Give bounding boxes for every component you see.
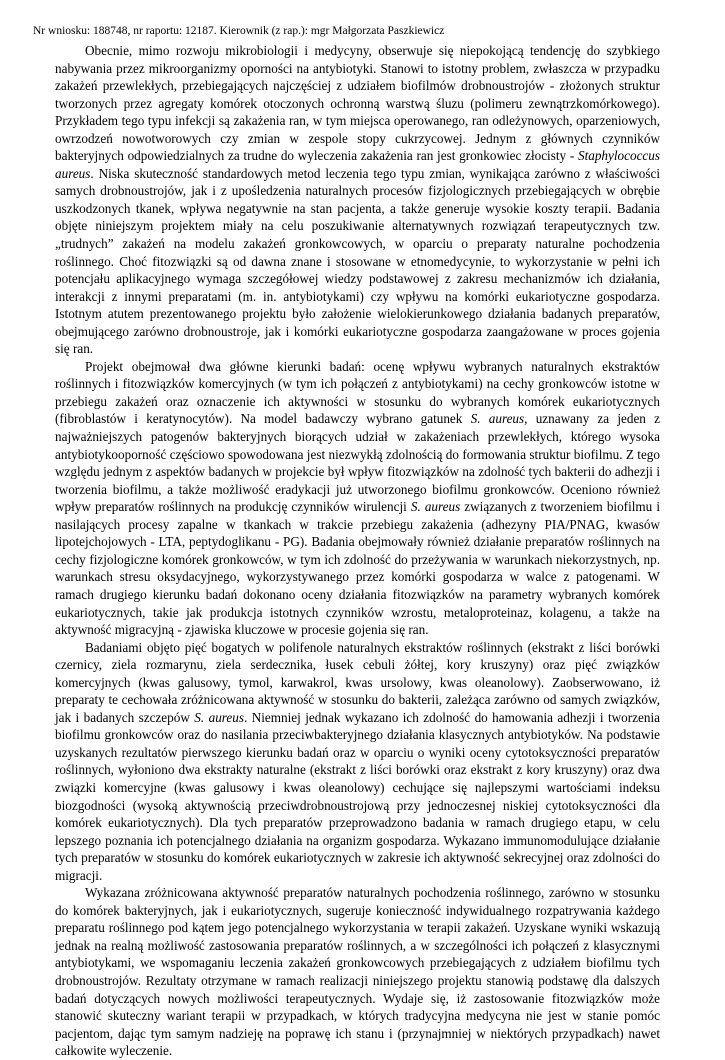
paragraph-1-run-3: . Niska skuteczność standardowych metod leczenia tego typu zmian, wynikająca zarówno z właściwości samych drobnoustrojów, jak i z upośledzenia naturalnych procesów fizjologicznych przebiegających w obrębie uszkodzonych tkanek, wpływa negatywnie na stan pacjenta, a także generuje wysokie koszty terapii. Badania objęte niniejszym projektem miały na celu poszukiwanie alternatywnych rozwiązań terapeutycznych tzw. „trudnych” zakażeń na modelu zakażeń gronkowcowych, w oparciu o preparaty naturalne pochodzenia roślinnego. Choć fitozwiązki są od dawna znane i stosowane w etnomedycynie, to wykorzystanie w pełni ich potencjału aplikacyjnego wymaga szczegółowej wiedzy podstawowej z zakresu mechanizmów ich działania, interakcji z innymi preparatami (m. in. antybiotykami) czy wpływu na komórki eukariotyczne gospodarza. Istotnym atutem prezentowanego projektu było założenie wielokierunkowego działania badanych preparatów, obejmującego zarówno drobnoustroje, jak i komórki eukariotyczne gospodarza zaangażowane w proces gojenia się ran. <box>55 165 660 357</box>
paragraph-3-run-3: . Niemniej jednak wykazano ich zdolność do hamowania adhezji i tworzenia biofilmu gronkowców oraz do nasilania przeciwbakteryjnego działania klasycznych antybiotyków. Na podstawie uzyskanych rezultatów pierwszego kierunku badań oraz w oparciu o wyniki oceny cytotoksyczności preparatów roślinnych, wyłoniono dwa ekstrakty naturalne (ekstrakt z liści borówki oraz ekstrakt z kory kruszyny) oraz dwa związki komercyjne (kwas galusowy i kwas oleanolowy) cechujące się najlepszymi wartościami indeksu biozgodności (wysoką aktywnością przeciwdrobnoustrojową przy jednoczesnej niskiej cytotoksyczności dla komórek eukariotycznych). Dla tych preparatów przeprowadzono badania w ramach drugiego etapu, w celu lepszego poznania ich potencjalnego działania na organizm gospodarza. Wykazano immunomodulujące działanie tych preparatów w stosunku do komórek eukariotycznych w zakresie ich aktywność sekrecyjnej oraz zdolności do migracji. <box>55 709 660 883</box>
species-name-s-aureus: S. aureus <box>410 499 461 515</box>
species-name-staphylococcus-aureus: Staphylococcus aureus <box>55 148 660 181</box>
report-body <box>55 42 660 1060</box>
paragraph-3-run-1: Badaniami objęto pięć bogatych w polifenole naturalnych ekstraktów roślinnych (ekstrakt z liści borówki czernicy, ziela rozmarynu, ziela serdecznika, łusek cebuli żółtej, kory kruszyny) oraz pięć związków komercyjnych (kwas galusowy, tymol, karwakrol, kwas ursolowy, kwas oleanolowy). Zaobserwowano, iż preparaty te cechowała zróżnicowana aktywność w stosunku do bakterii, zależąca zarówno od samych związków, jak i badanych szczepów <box>55 639 660 725</box>
paragraph-3 <box>55 639 660 885</box>
paragraph-2-run-5: związanych z tworzeniem biofilmu i nasilających procesy zapalne w tkankach w trakcie przebiegu zakażenia (adhezyny PIA/PNAG, kwasów lipotejchojowych - LTA, peptydoglikanu - PG). Badania obejmowały również działanie preparatów roślinnych na cechy fizjologiczne komórek gronkowców, w tym ich zdolność do przeżywania w warunkach niekorzystnych, np. warunkach stresu oksydacyjnego, wykorzystywanego przez komórki gospodarza w walce z patogenami. W ramach drugiego kierunku badań dokonano oceny działania fitozwiązków na parametry wybranych komórek eukariotycznych, takie jak produkcja istotnych czynników wzrostu, metaloproteinaz, kolagenu, a także na aktywność migracyjną - zjawiska kluczowe w procesie gojenia się ran. <box>55 499 660 638</box>
paragraph-2 <box>55 358 660 639</box>
species-name-s-aureus: S. aureus <box>194 709 245 725</box>
paragraph-1 <box>55 42 660 358</box>
paragraph-4-run-1: Wykazana zróżnicowana aktywność preparatów naturalnych pochodzenia roślinnego, zarówno w stosunku do komórek bakteryjnych, jak i eukariotycznych, sugeruje konieczność indywidualnego rozpatrywania każdego preparatu roślinnego pod kątem jego potencjalnego wykorzystania w terapii zakażeń. Uzyskane wyniki wskazują jednak na realną możliwość zastosowania preparatów roślinnych, a w szczególności ich połączeń z klasycznymi antybiotykami, we wspomaganiu leczenia zakażeń gronkowcowych przebiegających z udziałem biofilmu tych drobnoustrojów. Rezultaty otrzymane w ramach realizacji niniejszego projektu stanowią podstawę dla dalszych badań dotyczących nowych możliwości terapeutycznych. Wydaje się, iż zastosowanie fitozwiązków może stanowić skuteczny wariant terapii w przypadkach, w których tradycyjna medycyna nie jest w stanie pomóc pacjentom, dając tym samym nadzieję na poprawę ich stanu i (przynajmniej w niektórych przypadkach) nawet całkowite wyleczenie. <box>55 885 660 1059</box>
paragraph-4 <box>55 884 660 1059</box>
paragraph-2-run-1: Projekt obejmował dwa główne kierunki badań: ocenę wpływu wybranych naturalnych ekstraktów roślinnych i fitozwiązków komercyjnych (w tym ich połączeń z antybiotykami) na cechy gronkowców istotne w przebiegu zakażeń oraz oznaczenie ich aktywności w stosunku do wybranych komórek eukariotycznych (fibroblastów i keratynocytów). Na model badawczy wybrano gatunek <box>55 358 660 427</box>
report-header: Nr wniosku: 188748, nr raportu: 12187. Kierownik (z rap.): mgr Małgorzata Paszkiewicz <box>33 25 445 37</box>
species-name-s-aureus: S. aureus <box>470 411 525 427</box>
paragraph-2-run-3: , uznawany za jeden z najważniejszych patogenów bakteryjnych biorących udział w zakażeniach przewlekłych, którego wysoka antybiotykooporność częściowo spowodowana jest niezwykłą zdolnością do formowania struktur biofilmu. Z tego względu jednym z aspektów badanych w projekcie był wpływ fitozwiązków na zdolność tych bakterii do adhezji i tworzenia biofilmu, a także możliwość eradykacji już utworzonego biofilmu gronkowców. Oceniono również wpływ preparatów roślinnych na produkcję czynników wirulencji <box>55 411 660 515</box>
paragraph-1-run-1: Obecnie, mimo rozwoju mikrobiologii i medycyny, obserwuje się niepokojącą tendencję do szybkiego nabywania przez mikroorganizmy oporności na antybiotyki. Stanowi to istotny problem, zwłaszcza w przypadku zakażeń przewlekłych, przebiegających najczęściej z udziałem biofilmów drobnoustrojów - złożonych struktur tworzonych przez agregaty komórek otoczonych ochronną warstwą śluzu (polimeru zewnątrzkomórkowego). Przykładem tego typu infekcji są zakażenia ran, w tym miejsca operowanego, ran odleżynowych, oparzeniowych, owrzodzeń nowotworowych czy zmian w zespole stopy cukrzycowej. Jednym z głównych czynników bakteryjnych odpowiedzialnych za trudne do wyleczenia zakażenia ran jest gronkowiec złocisty - <box>55 43 660 164</box>
